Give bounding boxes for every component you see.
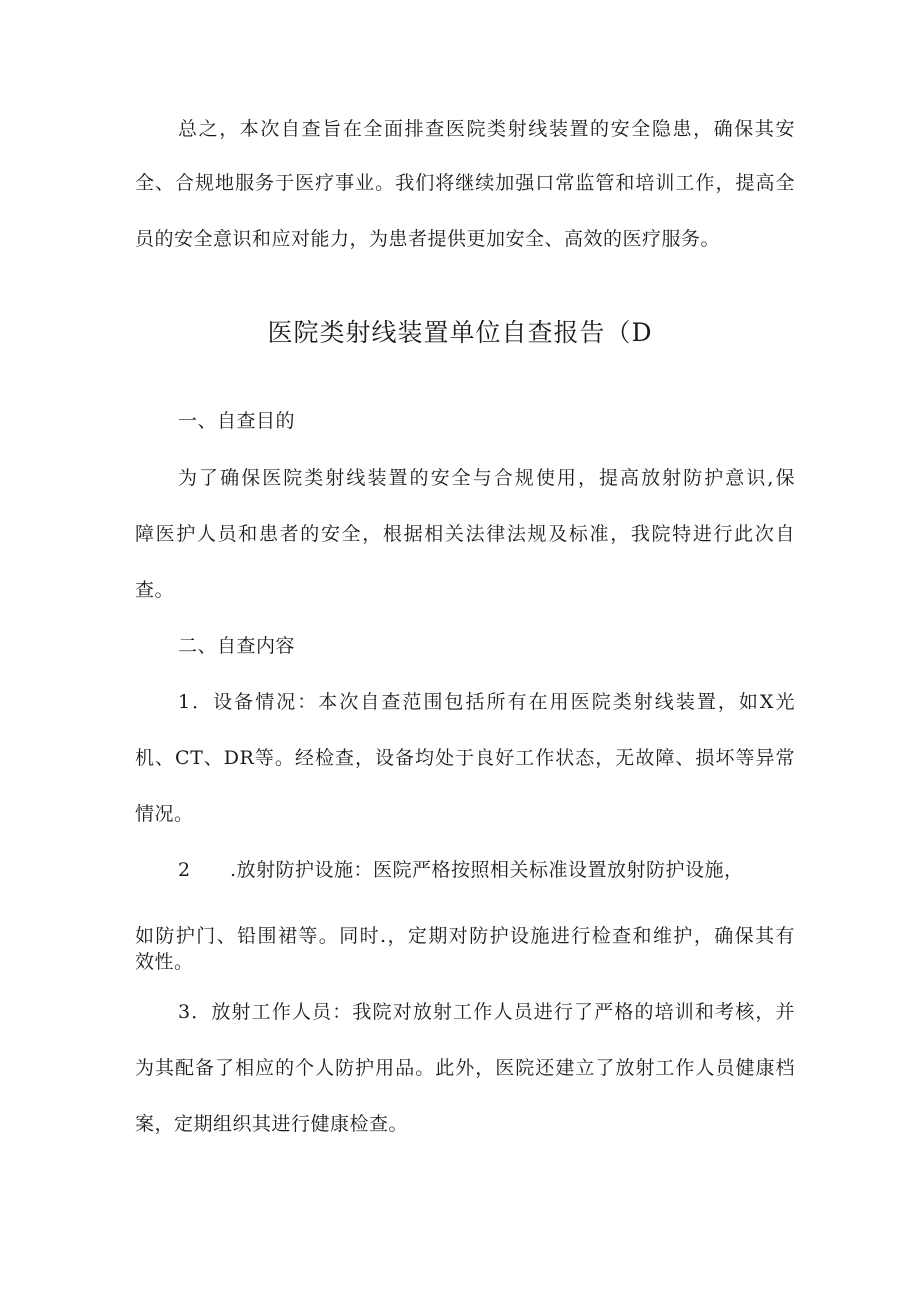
item-2-line-2: 如防护门、铅围裙等。同时.，定期对防护设施进行检查和维护，确保其有 <box>135 925 795 947</box>
report-title: 医院类射线装置单位自查报告（D <box>267 318 653 347</box>
section-2-heading: 二、自查内容 <box>178 635 296 657</box>
item-2-line-3: 效性。 <box>135 951 194 973</box>
item-3-line-2: 为其配备了相应的个人防护用品。此外，医院还建立了放射工作人员健康档 <box>135 1057 795 1079</box>
item-2-number: 2 <box>178 859 191 881</box>
section-1-heading: 一、自查目的 <box>178 410 296 432</box>
item-1-line-3: 情况。 <box>135 803 194 825</box>
item-2-line-1 <box>178 858 795 882</box>
section-1-line-2: 障医护人员和患者的安全，根据相关法律法规及标准，我院特进行此次自 <box>135 523 795 545</box>
conclusion-line-1: 总之，本次自查旨在全面排查医院类射线装置的安全隐患，确保其安 <box>178 118 795 140</box>
conclusion-line-2: 全、合规地服务于医疗事业。我们将继续加强口常监管和培训工作，提高全 <box>135 172 795 194</box>
conclusion-line-3: 员的安全意识和应对能力，为患者提供更加安全、高效的医疗服务。 <box>135 228 721 250</box>
item-3-line-3: 案，定期组织其进行健康检查。 <box>135 1113 409 1135</box>
item-3-line-1: 3．放射工作人员：我院对放射工作人员进行了严格的培训和考核，并 <box>178 1001 795 1023</box>
section-1-line-1: 为了确保医院类射线装置的安全与合规使用，提高放射防护意识,保 <box>178 467 795 489</box>
item-1-line-1: 1．设备情况：本次自查范围包括所有在用医院类射线装置，如X光 <box>178 691 795 713</box>
item-2-text: .放射防护设施：医院严格按照相关标准设置放射防护设施， <box>230 859 744 881</box>
section-1-line-3: 查。 <box>135 579 175 601</box>
item-1-line-2: 机、CT、DR等。经检查，设备均处于良好工作状态，无故障、损坏等异常 <box>135 747 795 769</box>
